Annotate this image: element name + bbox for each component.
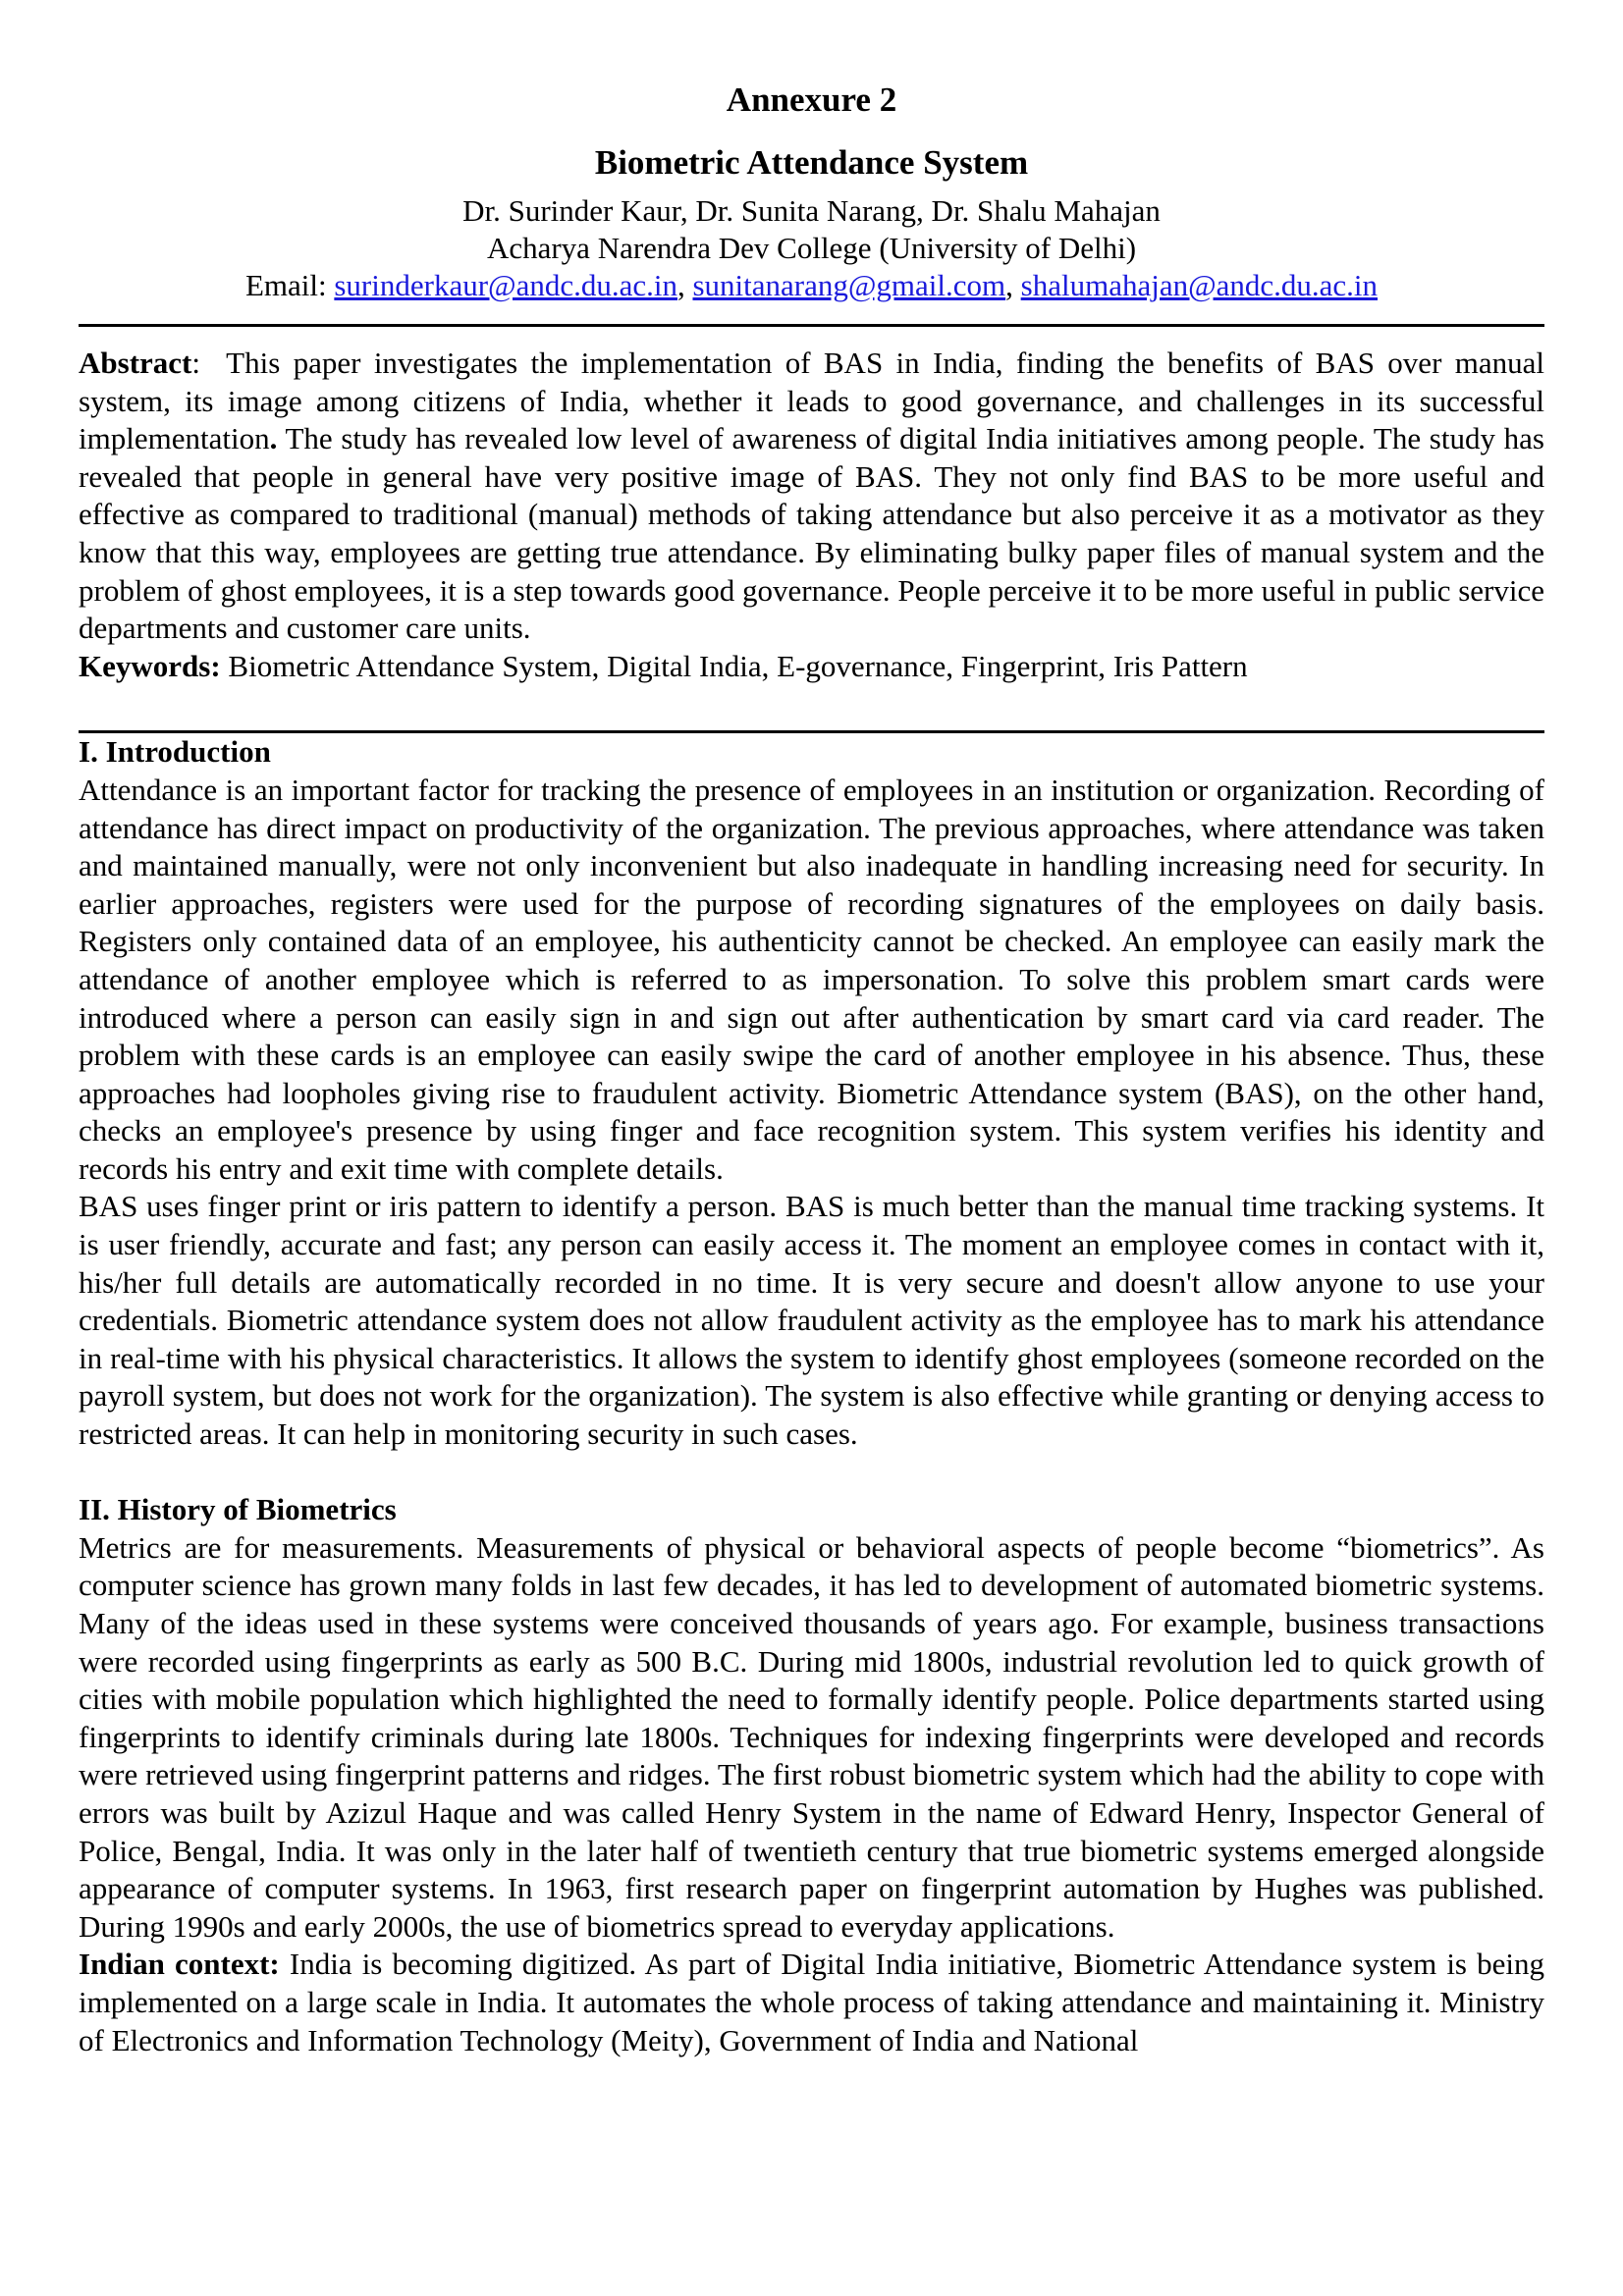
history-paragraph-1: Metrics are for measurements. Measurements of physical or behavioral aspects of people become “biometrics”. As computer science has grown many folds in last few decades, it has led to development of automated biometric systems. Many of the ideas used in these systems were conceived thousands of years ago. For example, business transactions were recorded using fingerprints as early as 500 B.C. During mid 1800s, industrial revolution led to quick growth of cities with mobile population which highlighted the need to formally identify people. Police departments started using fingerprints to identify criminals during late 1800s. Techniques for indexing fingerprints were developed and records were retrieved using fingerprint patterns and ridges. The first robust biometric system which had the ability to cope with errors was built by Azizul Haque and was called Henry System in the name of Edward Henry, Inspector General of Police, Bengal, India. It was only in the later half of twentieth century that true biometric systems emerged alongside appearance of computer systems. In 1963, first research paper on fingerprint automation by Hughes was published. During 1990s and early 2000s, the use of biometrics spread to everyday applications. [79,1529,1544,1944]
affiliation: Acharya Narendra Dev College (University of Delhi) [486,231,1137,265]
email-separator: , [676,268,693,302]
indian-context-paragraph [79,1946,1544,2059]
document-page [79,77,1552,2059]
annexure-label: Annexure 2 [726,80,897,119]
email-link-surinder[interactable]: surinderkaur@andc.du.ac.in [334,268,677,302]
paper-title: Biometric Attendance System [594,143,1029,182]
keywords-line [79,648,1544,686]
email-line [79,267,1544,304]
abstract-colon: : [191,346,200,380]
abstract-paragraph [79,345,1552,648]
indian-context-text: India is becoming digitized. As part of Digital India initiative, Biometric Attendance system is being implemented on a large scale in India. It automates the whole process of taking attendance and maintaining it. Ministry of Electronics and Information Technology (Meity), Government of India and National [79,1947,1544,2057]
author-list: Dr. Surinder Kaur, Dr. Sunita Narang, Dr. Shalu Mahajan [462,193,1161,228]
divider-top [79,324,1544,327]
email-link-sunita[interactable]: sunitanarang@gmail.com [692,268,1006,302]
abstract-label: Abstract [79,346,192,380]
section-heading-history: II. History of Biometrics [79,1492,397,1527]
email-separator: , [1005,268,1021,302]
email-label: Email: [244,268,327,302]
indian-context-label: Indian context: [79,1947,280,1982]
intro-paragraph-2: BAS uses finger print or iris pattern to identify a person. BAS is much better than the manual time tracking systems. It is user friendly, accurate and fast; any person can easily access it. The moment an employee comes in contact with it, his/her full details are automatically recorded in no time. It is very secure and doesn't allow anyone to use your credentials. Biometric attendance system does not allow fraudulent activity as the employee has to mark his attendance in real-time with his physical characteristics. It allows the system to identify ghost employees (someone recorded on the payroll system, but does not work for the organization). The system is also effective while granting or denying access to restricted areas. It can help in monitoring security in such cases. [79,1189,1544,1452]
keywords-label: Keywords: [79,648,221,683]
abstract-period: . [269,421,278,456]
abstract-text-2: The study has revealed low level of awareness of digital India initiatives among people. The study has revealed that people in general have very positive image of BAS. They not only find BAS to be more useful and effective as compared to traditional (manual) methods of taking attendance but also perceive it as a motivator as they know that this way, employees are getting true attendance. By eliminating bulky paper files of manual system and the problem of ghost employees, it is a step towards good governance. People perceive it to be more useful in public service departments and customer care units. [79,421,1544,646]
section-spacer [79,1454,1544,1492]
section-heading-introduction: I. Introduction [79,734,271,770]
email-link-shalu[interactable]: shalumahajan@andc.du.ac.in [1020,268,1379,302]
intro-paragraph-1: Attendance is an important factor for tracking the presence of employees in an institution or organization. Recording of attendance has direct impact on productivity of the organization. The previous approaches, where attendance was taken and maintained manually, were not only inconvenient but also inadequate in handling increasing need for security. In earlier approaches, registers were used for the purpose of recording signatures of the employees on daily basis. Registers only contained data of an employee, his authenticity cannot be checked. An employee can easily mark the attendance of another employee which is referred to as impersonation. To solve this problem smart cards were introduced where a person can easily sign in and sign out after authentication by smart card via card reader. The problem with these cards is an employee can easily swipe the card of another employee in his absence. Thus, these approaches had loopholes giving rise to fraudulent activity. Biometric Attendance system (BAS), on the other hand, checks an employee's presence by using finger and face recognition system. This system verifies his identity and records his entry and exit time with complete details. [79,772,1544,1186]
abstract-text-1: This paper investigates the implementation of BAS in India, finding the benefits of BAS over manual system, its image among citizens of India, whether it leads to good governance, and challenges in its successful implementation [79,346,1552,456]
keywords-text: Biometric Attendance System, Digital India, E-governance, Fingerprint, Iris Pattern [220,648,1248,683]
